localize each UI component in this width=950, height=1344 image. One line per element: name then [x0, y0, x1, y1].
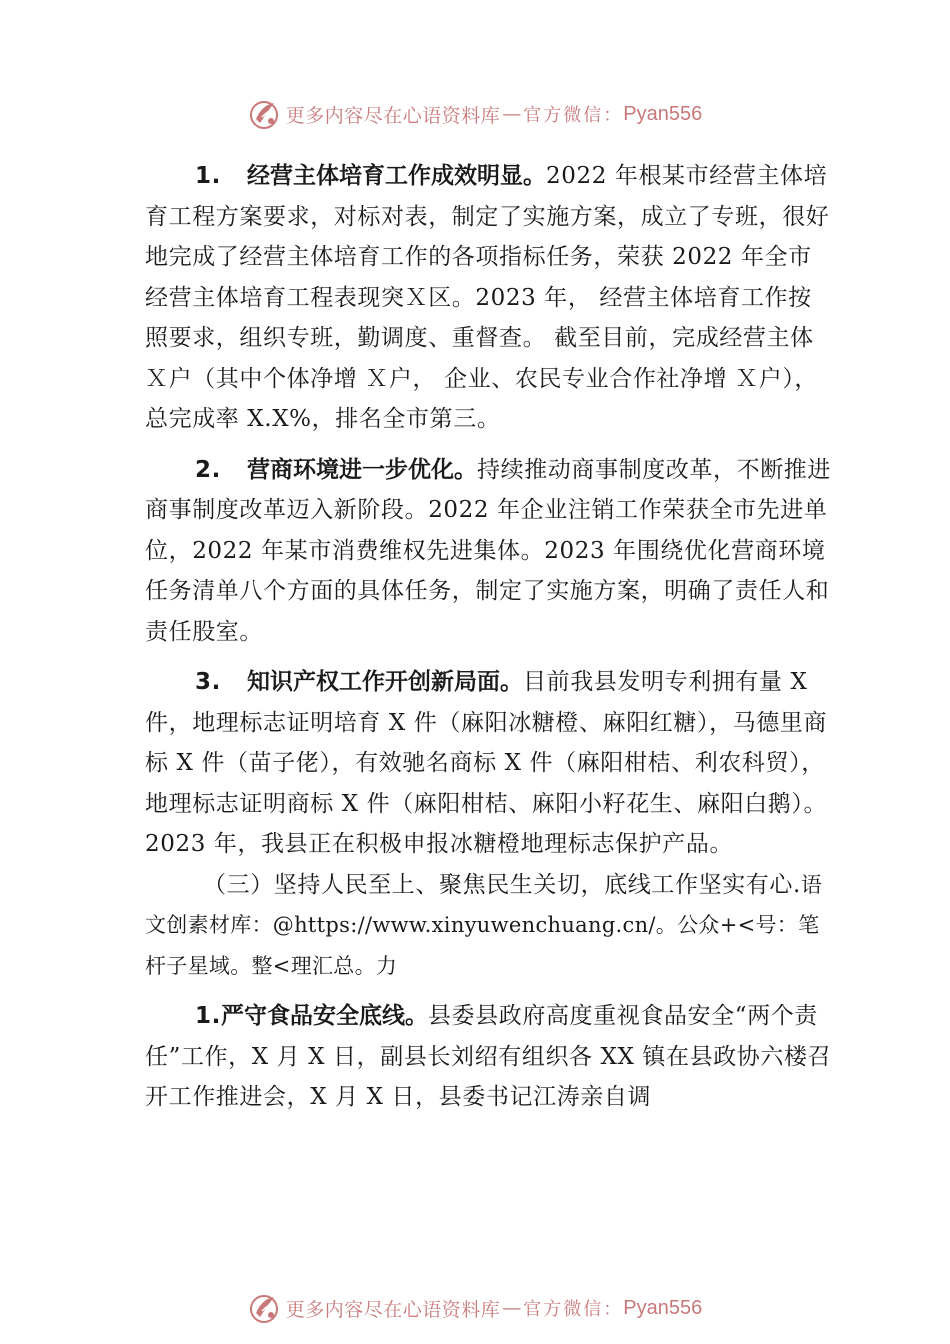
paragraph-2-heading: 营商环境进一步优化。 [247, 456, 477, 483]
paragraph-1-number: 1. [195, 163, 221, 189]
paragraph-4-number: 1. [195, 1003, 221, 1029]
section-3-heading [145, 865, 835, 987]
top-watermark-banner [0, 96, 950, 132]
banner-wechat-label: 官方微信： [523, 1299, 624, 1320]
paragraph-3-heading: 知识产权工作开创新局面。 [247, 669, 523, 695]
banner-wechat-label: 官方微信： [523, 105, 624, 126]
paragraph-4-heading: 严守食品安全底线。 [220, 1003, 428, 1029]
paragraph-2-number: 2. [195, 456, 221, 483]
section-3-source-note: 语文创素材库：@https://www.xinyuwenchuang.cn/。公众+<号：笔杆子星域。整<理汇总。力 [145, 872, 823, 978]
logo-icon [248, 97, 282, 131]
banner-text: 更多内容尽在心语资料库 [285, 104, 501, 127]
bottom-watermark-banner [0, 1290, 950, 1326]
paragraph-3-number: 3. [195, 669, 221, 695]
paragraph-2-body: 持续推动商事制度改革，不断推进商事制度改革迈入新阶段。2022 年企业注销工作荣获全市先进单位，2022 年某市消费维权先进集体。2023 年围绕优化营商环境任务清单八个方面的具体任务，制定了实施方案，明确了责任人和责任股室。 [145, 456, 831, 645]
banner-separator: — [502, 1297, 522, 1319]
paragraph-4-body: 县委县政府高度重视食品安全“两个责任”工作，X 月 X 日，副县长刘绍有组织各 XX 镇在县政协六楼召开工作推进会，X 月 X 日，县委书记江涛亲自调 [145, 1003, 832, 1110]
paragraph-3 [145, 662, 835, 865]
banner-separator: — [502, 103, 522, 125]
section-3-title: （三）坚持人民至上、聚焦民生关切，底线工作坚实有心. [203, 871, 801, 898]
paragraph-2 [145, 450, 835, 653]
paragraph-3-body: 目前我县发明专利拥有量 X 件，地理标志证明培育 X 件（麻阳冰糖橙、麻阳红糖），马德里商标 X 件（苗子佬），有效驰名商标 X 件（麻阳柑桔、利农科贸），地理标志证明商标 X 件（麻阳柑桔、麻阳小籽花生、麻阳白鹅）。2023 年，我县正在积极申报冰糖橙地理标志保护产品。 [145, 669, 828, 857]
banner-wechat-id: Pyan556 [623, 102, 703, 125]
paragraph-1 [145, 156, 835, 440]
banner-wechat-id: Pyan556 [623, 1296, 703, 1319]
logo-icon [248, 1291, 282, 1325]
paragraph-1-body: 2022 年根某市经营主体培育工程方案要求，对标对表，制定了实施方案，成立了专班，很好地完成了经营主体培育工作的各项指标任务，荣获 2022 年全市经营主体培育工程表现突Ｘ区。2023 年， 经营主体培育工作按照要求，组织专班，勤调度、重督查。 截至目前，完成经营主体 Ｘ户（其中个体净增 Ｘ户， 企业、农民专业合作社净增 Ｘ户），总完成率 X.X%，排名全市第三。 [145, 163, 830, 432]
banner-text: 更多内容尽在心语资料库 [285, 1298, 501, 1321]
paragraph-4 [145, 996, 835, 1118]
document-body [145, 156, 835, 1118]
paragraph-1-heading: 经营主体培育工作成效明显。 [247, 163, 546, 189]
